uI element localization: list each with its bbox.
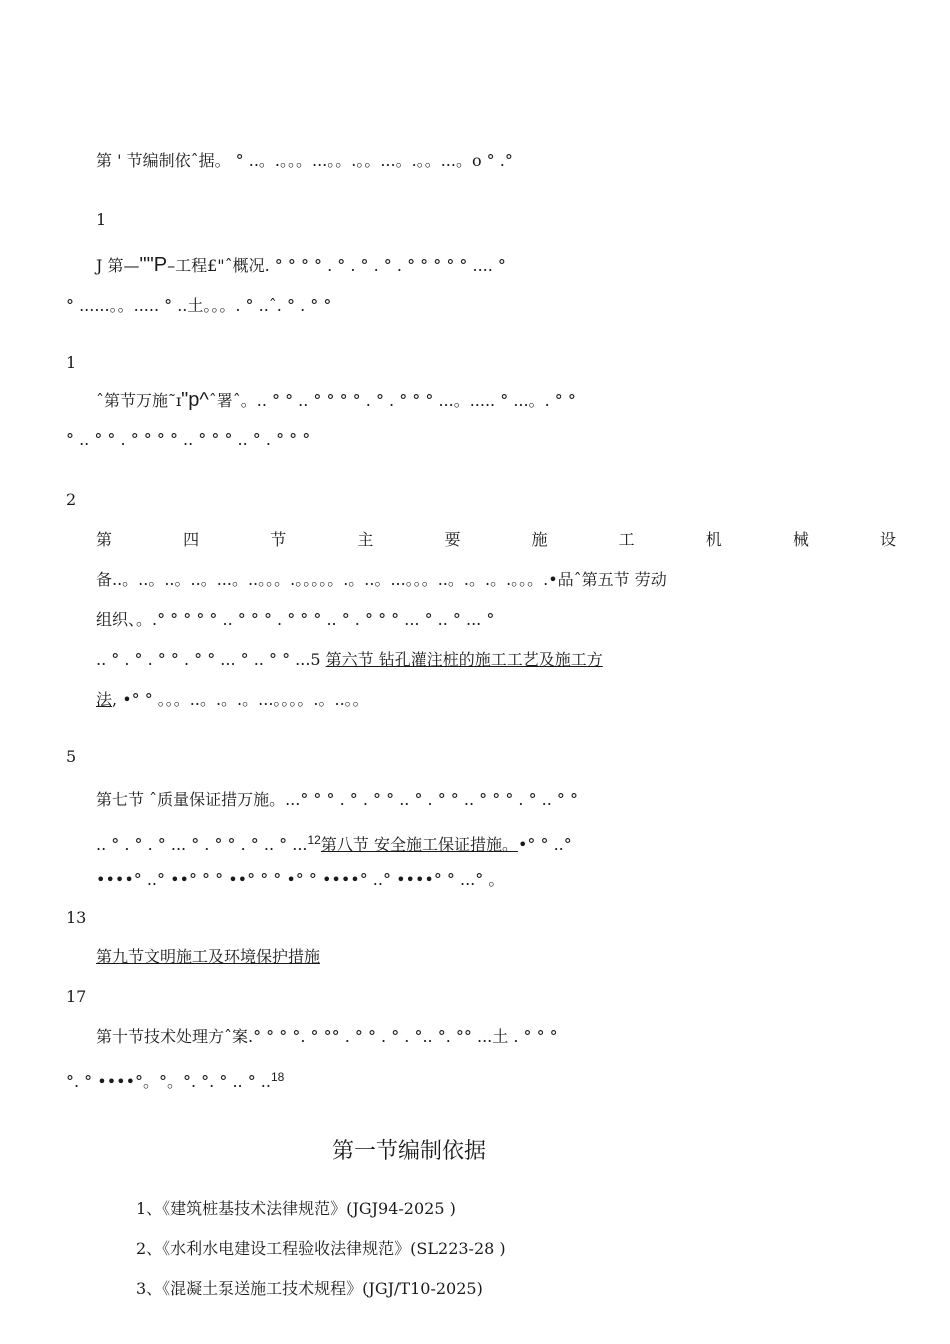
- reference-item: 3、《混凝土泵送施工技术规程》(JGJ/T10-2025): [136, 1279, 483, 1298]
- toc-char: 主: [357, 530, 374, 549]
- toc-link-section-6[interactable]: 第六节 钻孔灌注桩的施工工艺及施工方: [325, 650, 603, 669]
- toc-char: 工: [618, 530, 635, 549]
- toc-line-4-part: "p^: [181, 389, 209, 411]
- toc-line-12-part: .. ° . ° . ° ... ° . ° ° . ° .. ° ...: [96, 835, 308, 854]
- section-title: 第一节编制依据: [331, 1139, 486, 1164]
- toc-page-number: 17: [66, 987, 87, 1006]
- toc-page-number: 2: [66, 490, 77, 509]
- toc-char: 机: [705, 530, 722, 549]
- toc-page-ref: 18: [270, 1070, 285, 1084]
- toc-char: 施: [531, 530, 548, 549]
- toc-line-15: 第十节技术处理方ˆ案.° ° ° °. ° °° . ° ° . ° . °.. °. °° ...土 . ° ° °: [96, 1027, 558, 1046]
- toc-line-2-part: J 第—: [96, 256, 140, 275]
- toc-line-10-part: , •° ° 。。。..。.。.。...。。。。.。..。。: [112, 690, 369, 709]
- toc-line-11: 第七节 ˆ质量保证措万施。...° ° ° . ° . ° ° .. ° . ° ° .. ° ° ° . ° .. ° °: [96, 790, 579, 809]
- toc-line-2-part: ""P: [139, 254, 168, 276]
- toc-line-16: [66, 1067, 284, 1092]
- toc-char: 节: [270, 530, 287, 549]
- toc-page-number: 1: [96, 210, 107, 229]
- toc-line-5: ° .. ° ° . ° ° ° ° .. ° ° ° .. ° . ° ° °: [66, 430, 311, 449]
- toc-line-9: [96, 650, 603, 670]
- toc-line-4-part: ˆ署ˆ。.. ° ° .. ° ° ° ° . ° . ° ° ° ...。..... ° ...。. ° °: [208, 391, 576, 410]
- toc-line-12: [96, 830, 572, 855]
- toc-line-13: ••••° ..° ••° ° ° ••° ° ° •° ° ••••° ..° ••••° ° ...° 。: [96, 870, 505, 889]
- toc-page-number: 1: [66, 353, 77, 372]
- toc-char: 四: [183, 530, 200, 549]
- toc-line-1: 第 ' 节编制依ˆ据。 ° ..。.。。。...。。.。。...。.。。...。o ° .°: [96, 151, 513, 170]
- reference-item: 1、《建筑桩基技术法律规范》(JGJ94-2025 ): [136, 1199, 456, 1218]
- toc-line-16-part: °. ° ••••°。°。°. °. ° .. ° ..: [66, 1072, 271, 1091]
- toc-line-2: [96, 255, 506, 276]
- toc-line-9-part: .. ° . ° . ° ° . ° ° ... ° .. ° ° ...5: [96, 650, 326, 669]
- toc-line-6: [96, 530, 896, 550]
- toc-page-ref: 12: [307, 833, 321, 847]
- toc-char: 械: [792, 530, 809, 549]
- toc-line-4: [96, 390, 576, 411]
- toc-line-8: 组织、。.° ° ° ° ° .. ° ° ° . ° ° ° .. ° . ° ° ° ... ° .. ° ... °: [96, 610, 495, 629]
- toc-line-2-part: –工程£"ˆ概况. ° ° ° ° . ° . ° . ° . ° ° ° ° ° .... °: [167, 256, 506, 275]
- toc-page-number: 13: [66, 908, 87, 927]
- toc-line-7: 备..。..。..。..。...。..。。。.。。。。。.。..。...。。。..。.。.。.。。。.•品ˆ第五节 劳动: [96, 570, 667, 589]
- toc-char: 设: [879, 530, 896, 549]
- toc-page-number: 5: [66, 747, 77, 766]
- toc-line-10: [96, 690, 369, 710]
- toc-line-3: ° ......。。..... ° ..土。。。. ° ..ˆ. ° . ° °: [66, 296, 332, 315]
- toc-char: 要: [444, 530, 461, 549]
- toc-link-section-9[interactable]: 第九节文明施工及环境保护措施: [96, 947, 321, 966]
- toc-link-section-8[interactable]: 第八节 安全施工保证措施。: [320, 835, 518, 854]
- toc-line-4-part: ˆ第节万施˜ɪ: [96, 391, 182, 410]
- toc-line-12-part: •° ° ..°: [517, 835, 572, 854]
- reference-item: 2、《水利水电建设工程验收法律规范》(SL223-28 ): [136, 1239, 506, 1258]
- toc-char: 第: [96, 530, 113, 549]
- toc-link-section-6-end[interactable]: 法: [96, 690, 113, 709]
